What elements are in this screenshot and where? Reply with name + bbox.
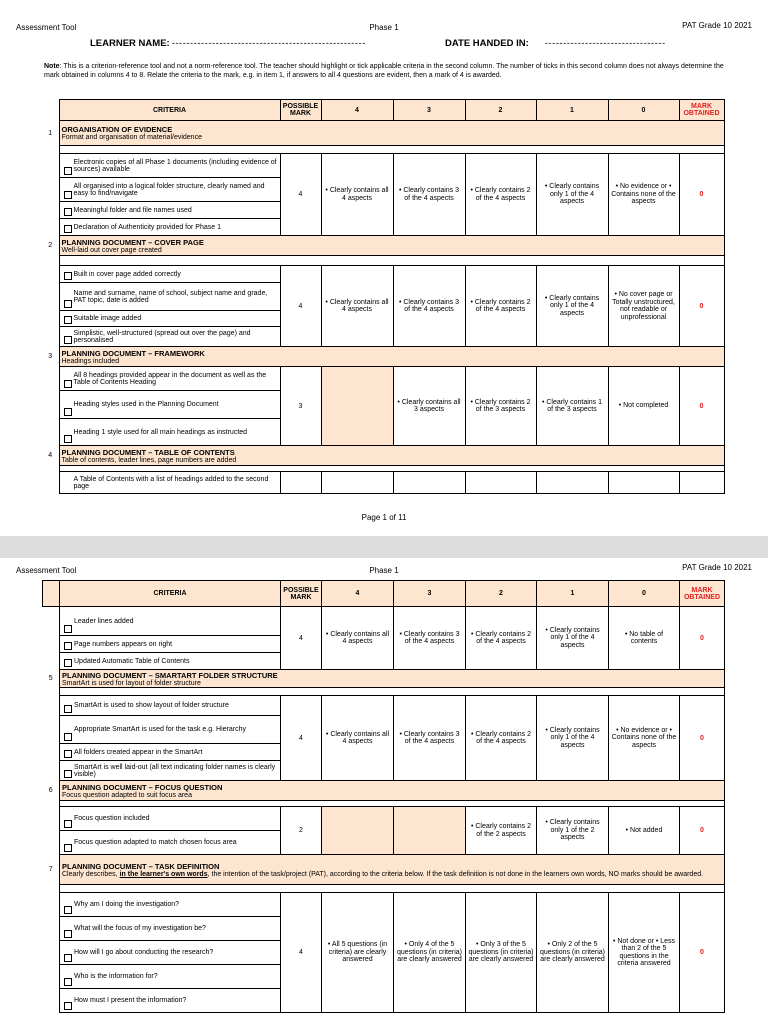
possible-mark: 4 [280, 266, 321, 347]
checkbox[interactable] [64, 408, 72, 416]
section-title: ORGANISATION OF EVIDENCE [61, 125, 173, 134]
learner-name-line: ----------------------------------------------------- [171, 38, 366, 49]
section-title: PLANNING DOCUMENT – TASK DEFINITION [62, 861, 220, 871]
descriptor-3: • Clearly contains 3 of the 4 aspects [393, 266, 465, 347]
checkbox[interactable] [64, 820, 72, 828]
descriptor-4: • Clearly contains all 4 aspects [322, 696, 394, 781]
checkbox[interactable] [64, 300, 72, 308]
header-right: PAT Grade 10 2021 [682, 563, 752, 572]
descriptor-4: • Clearly contains all 4 aspects [321, 154, 393, 236]
section-header [43, 781, 725, 801]
descriptor-0: • No evidence or • Contains none of the aspects [609, 696, 680, 781]
rubric-table [42, 580, 725, 1013]
descriptor-3-blank [394, 807, 466, 855]
possible-mark: 4 [281, 607, 322, 670]
section-number: 3 [42, 347, 59, 367]
criterion-item[interactable]: Page numbers appears on right [60, 636, 281, 653]
criterion-item[interactable]: Suitable image added [59, 311, 280, 327]
descriptor-2: • Clearly contains 2 of the 4 aspects [465, 266, 536, 347]
criterion-item[interactable]: Meaningful folder and file names used [59, 202, 280, 219]
criterion-item[interactable]: Heading 1 style used for all main headings as instructed [59, 419, 280, 446]
learner-name-field[interactable] [90, 38, 366, 49]
section-subtitle: Clearly describes, in the learner's own words, the intention of the task/project (PAT), according to the criteria below. If the task definition is not done in the learners own words, NO marks should be awarded. [62, 870, 704, 878]
checkbox[interactable] [64, 954, 72, 962]
section-number: 4 [42, 446, 59, 466]
section-number: 2 [42, 236, 59, 256]
mark-obtained[interactable]: 0 [680, 893, 725, 1013]
criterion-item[interactable]: What will the focus of my investigation be? [60, 917, 281, 941]
page-2 [0, 558, 768, 1024]
criterion-row [43, 607, 725, 636]
checkbox[interactable] [64, 625, 72, 633]
descriptor-3: • Clearly contains 3 of the 4 aspects [393, 154, 465, 236]
descriptor-2: • Only 3 of the 5 questions (in criteria) are clearly answered [466, 893, 537, 1013]
descriptor-4: • All 5 questions (in criteria) are clearly answered [322, 893, 394, 1013]
col-3: 3 [394, 581, 466, 607]
descriptor-1: • Clearly contains only 1 of the 4 aspects [537, 607, 609, 670]
date-handed-in-label: DATE HANDED IN: [445, 38, 529, 49]
checkbox[interactable] [64, 1002, 72, 1010]
section-header [42, 121, 724, 146]
criterion-item[interactable]: Built in cover page added correctly [59, 266, 280, 283]
section-header [42, 446, 724, 466]
col-2: 2 [466, 581, 537, 607]
descriptor-1: • Clearly contains only 1 of the 4 aspects [536, 266, 608, 347]
criterion-item[interactable]: Leader lines added [60, 607, 281, 636]
column-header-row [43, 581, 725, 607]
criterion-row [42, 367, 724, 391]
criterion-item[interactable]: Why am I doing the investigation? [60, 893, 281, 917]
section-subtitle: SmartArt is used for layout of folder structure [62, 679, 201, 687]
criterion-item[interactable]: Name and surname, name of school, subject name and grade, PAT topic, date is added [59, 283, 280, 311]
mark-obtained[interactable]: 0 [679, 154, 724, 236]
possible-mark: 4 [280, 154, 321, 236]
section-header [43, 670, 725, 688]
header-left: Assessment Tool [16, 23, 77, 32]
section-title: PLANNING DOCUMENT – FOCUS QUESTION [62, 782, 223, 792]
section-number: 7 [43, 855, 60, 885]
learner-name-label: LEARNER NAME: [90, 38, 170, 49]
col-2: 2 [465, 100, 536, 121]
checkbox[interactable] [64, 191, 72, 199]
section-number: 1 [42, 121, 59, 146]
descriptor-1: • Clearly contains only 1 of the 4 aspects [537, 696, 609, 781]
possible-mark: 4 [281, 893, 322, 1013]
descriptor-0: • Not completed [608, 367, 679, 446]
col-4: 4 [322, 581, 394, 607]
col-1: 1 [536, 100, 608, 121]
section-title: PLANNING DOCUMENT – TABLE OF CONTENTS [61, 447, 235, 457]
col-4: 4 [321, 100, 393, 121]
note-paragraph [44, 63, 726, 80]
descriptor-4-blank [321, 367, 393, 446]
criterion-item[interactable]: SmartArt is well laid-out (all text indicating folder names is clearly visible) [60, 761, 281, 781]
criterion-row [43, 893, 725, 917]
descriptor-4-blank [322, 807, 394, 855]
descriptor-0: • No evidence or • Contains none of the aspects [608, 154, 679, 236]
date-handed-in-line: --------------------------------- [544, 38, 666, 49]
section-header [42, 347, 724, 367]
checkbox[interactable] [64, 844, 72, 852]
descriptor-3: • Clearly contains all 3 aspects [393, 367, 465, 446]
descriptor-0: • No table of contents [609, 607, 680, 670]
section-title: PLANNING DOCUMENT – COVER PAGE [61, 237, 204, 247]
col-mark-obtained: MARK OBTAINED [680, 581, 725, 607]
mark-obtained[interactable]: 0 [679, 266, 724, 347]
column-header-row [42, 100, 724, 121]
section-subtitle: Focus question adapted to suit focus area [62, 791, 192, 799]
criterion-item[interactable]: Electronic copies of all Phase 1 documents (including evidence of sources) available [59, 154, 280, 178]
checkbox[interactable] [64, 642, 72, 650]
checkbox[interactable] [64, 705, 72, 713]
section-subtitle: Table of contents, leader lines, page numbers are added [61, 456, 237, 464]
criterion-row [42, 472, 724, 494]
checkbox[interactable] [64, 750, 72, 758]
descriptor-3: • Clearly contains 3 of the 4 aspects [394, 696, 466, 781]
descriptor-2: • Clearly contains 2 of the 4 aspects [466, 607, 537, 670]
descriptor-0: • Not done or • Less than 2 of the 5 questions in the criteria answered [609, 893, 680, 1013]
col-possible-mark: POSSIBLE MARK [280, 100, 321, 121]
descriptor-1: • Clearly contains only 1 of the 2 aspects [537, 807, 609, 855]
criterion-item[interactable]: Declaration of Authenticity provided for Phase 1 [59, 219, 280, 236]
criterion-item[interactable]: Focus question included [60, 807, 281, 831]
possible-mark: 2 [281, 807, 322, 855]
descriptor-4: • Clearly contains all 4 aspects [322, 607, 394, 670]
descriptor-2: • Clearly contains 2 of the 4 aspects [466, 696, 537, 781]
section-subtitle: Headings included [61, 357, 120, 365]
col-0: 0 [608, 100, 679, 121]
mark-obtained[interactable]: 0 [679, 367, 724, 446]
checkbox[interactable] [64, 659, 72, 667]
checkbox[interactable] [64, 435, 72, 443]
checkbox[interactable] [64, 272, 72, 280]
note-label: Note [44, 63, 60, 70]
criterion-item[interactable]: All folders created appear in the SmartArt [60, 744, 281, 761]
descriptor-2: • Clearly contains 2 of the 2 aspects [466, 807, 537, 855]
mark-obtained[interactable]: 0 [680, 807, 725, 855]
descriptor-0: • No cover page or Totally unstructured, not readable or unprofessional [608, 266, 679, 347]
header-right: PAT Grade 10 2021 [682, 21, 752, 30]
col-possible-mark: POSSIBLE MARK [281, 581, 322, 607]
possible-mark: 4 [281, 696, 322, 781]
criterion-item[interactable]: SmartArt is used to show layout of folder structure [60, 696, 281, 716]
criterion-item[interactable]: How will I go about conducting the research? [60, 941, 281, 965]
descriptor-2: • Clearly contains 2 of the 4 aspects [465, 154, 536, 236]
col-criteria: CRITERIA [59, 100, 280, 121]
criterion-row [43, 696, 725, 716]
checkbox[interactable] [64, 208, 72, 216]
col-mark-obtained: MARK OBTAINED [679, 100, 724, 121]
section-subtitle: Well-laid out cover page created [61, 246, 162, 254]
note-text: : This is a criterion-reference tool and not a norm-reference tool. The teacher should highlight or tick applicable criteria in the second column. The number of ticks in this second column does not always determine the mark obtained in columns 4 to 8. Relate the criteria to the mark, e.g. in item 1, if answers to all 4 questions are evident, then a mark of 4 is awarded. [44, 63, 724, 79]
criterion-item[interactable]: All 8 headings provided appear in the document as well as the Table of Contents Heading [59, 367, 280, 391]
criterion-row [43, 807, 725, 831]
criterion-item[interactable]: Appropriate SmartArt is used for the task e.g. Hierarchy [60, 716, 281, 744]
checkbox[interactable] [64, 770, 72, 778]
criterion-item[interactable]: A Table of Contents with a list of headings added to the second page [59, 472, 280, 494]
descriptor-0: • Not added [609, 807, 680, 855]
col-1: 1 [537, 581, 609, 607]
descriptor-1: • Clearly contains only 1 of the 4 aspects [536, 154, 608, 236]
section-header [43, 855, 725, 885]
criterion-item[interactable]: All organised into a logical folder structure, clearly named and easy to find/navigate [59, 178, 280, 202]
col-criteria: CRITERIA [60, 581, 281, 607]
col-3: 3 [393, 100, 465, 121]
checkbox[interactable] [64, 930, 72, 938]
section-number: 6 [43, 781, 60, 801]
descriptor-2: • Clearly contains 2 of the 3 aspects [465, 367, 536, 446]
section-title: PLANNING DOCUMENT – FRAMEWORK [61, 348, 205, 358]
criterion-item[interactable]: Focus question adapted to match chosen focus area [60, 831, 281, 855]
checkbox[interactable] [64, 167, 72, 175]
checkbox[interactable] [64, 733, 72, 741]
mark-obtained[interactable]: 0 [680, 607, 725, 670]
descriptor-1: • Clearly contains 1 of the 3 aspects [536, 367, 608, 446]
criterion-item[interactable]: Simplistic, well-structured (spread out over the page) and personalised [59, 327, 280, 347]
rubric-table [42, 99, 725, 494]
criterion-item[interactable]: Updated Automatic Table of Contents [60, 653, 281, 670]
checkbox[interactable] [64, 978, 72, 986]
mark-obtained[interactable]: 0 [680, 696, 725, 781]
possible-mark: 3 [280, 367, 321, 446]
descriptor-3: • Only 4 of the 5 questions (in criteria) are clearly answered [394, 893, 466, 1013]
descriptor-4: • Clearly contains all 4 aspects [321, 266, 393, 347]
descriptor-1: • Only 2 of the 5 questions (in criteria) are clearly answered [537, 893, 609, 1013]
section-subtitle: Format and organisation of material/evidence [61, 134, 202, 141]
checkbox[interactable] [64, 380, 72, 388]
criterion-row [42, 266, 724, 283]
col-0: 0 [609, 581, 680, 607]
header-center: Phase 1 [369, 566, 399, 575]
header-left: Assessment Tool [16, 566, 77, 575]
page-footer: Page 1 of 11 [361, 513, 407, 522]
section-number: 5 [43, 670, 60, 688]
criterion-row [42, 154, 724, 178]
section-header [42, 236, 724, 256]
checkbox[interactable] [64, 336, 72, 344]
section-title: PLANNING DOCUMENT – SMARTART FOLDER STRUCTURE [62, 670, 278, 680]
checkbox[interactable] [64, 225, 72, 233]
descriptor-3: • Clearly contains 3 of the 4 aspects [394, 607, 466, 670]
checkbox[interactable] [64, 316, 72, 324]
header-center: Phase 1 [369, 23, 399, 32]
checkbox[interactable] [64, 906, 72, 914]
criterion-item[interactable]: Who is the information for? [60, 965, 281, 989]
criterion-item[interactable]: Heading styles used in the Planning Document [59, 391, 280, 419]
date-handed-in-field[interactable] [445, 38, 666, 49]
criterion-item[interactable]: How must I present the information? [60, 989, 281, 1013]
